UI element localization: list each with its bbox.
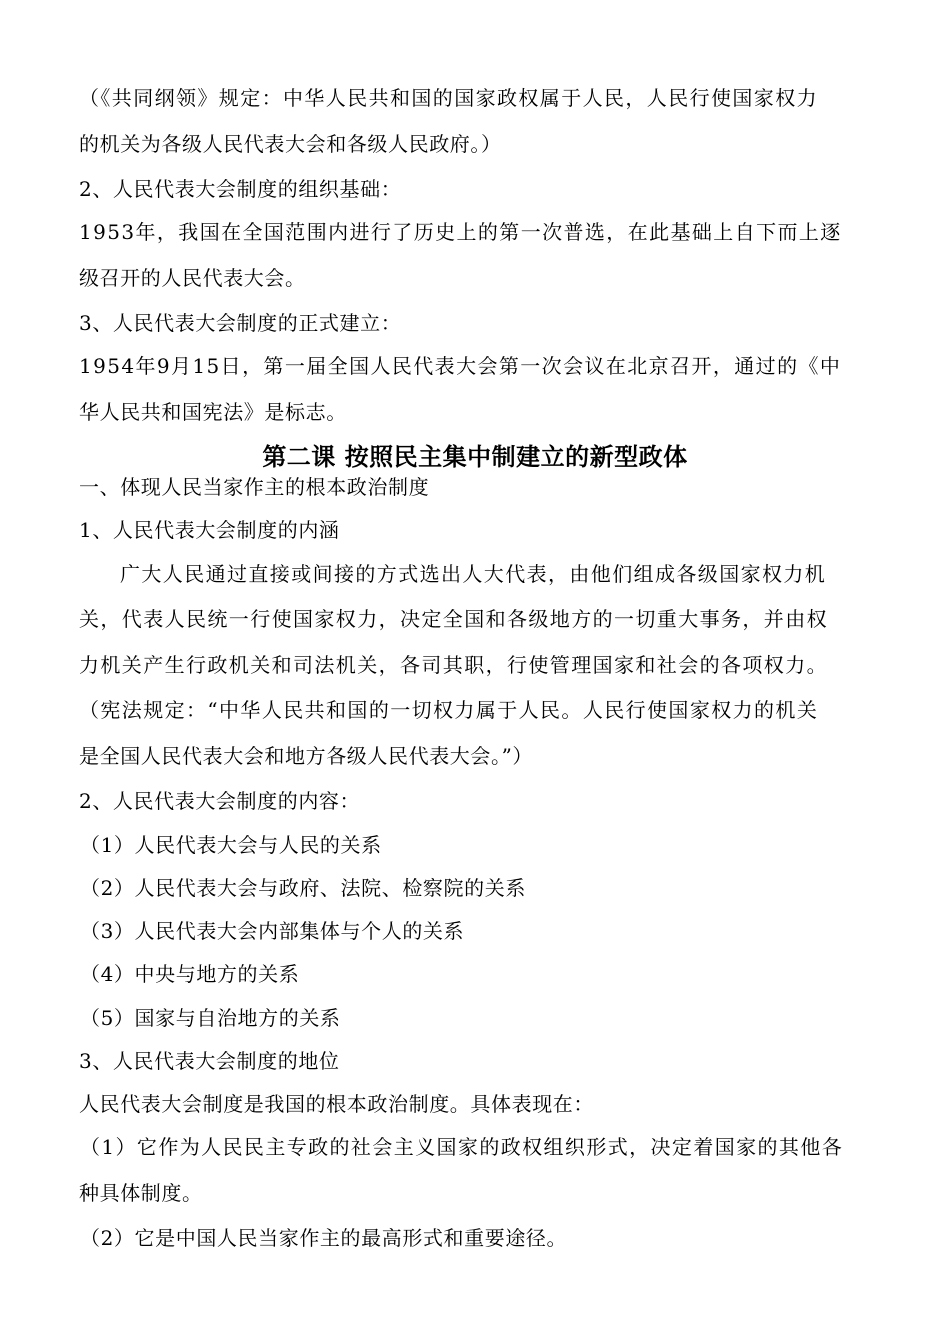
lesson-title: 第二课 按照民主集中制建立的新型政体 bbox=[262, 443, 688, 471]
paragraph-line: 种具体制度。 bbox=[79, 1181, 203, 1205]
paragraph-line: 广大人民通过直接或间接的方式选出人大代表，由他们组成各级国家权力机 bbox=[120, 562, 827, 586]
paragraph-line: 级召开的人民代表大会。 bbox=[79, 266, 306, 290]
section-heading: 一、体现人民当家作主的根本政治制度 bbox=[79, 475, 430, 499]
paragraph-line: 是全国人民代表大会和地方各级人民代表大会。”） bbox=[79, 744, 534, 768]
list-item: （2）它是中国人民当家作主的最高形式和重要途径。 bbox=[80, 1226, 568, 1250]
paragraph-line: （宪法规定：“中华人民共和国的一切权力属于人民。人民行使国家权力的机关 bbox=[79, 698, 819, 722]
paragraph-line: 的机关为各级人民代表大会和各级人民政府。） bbox=[79, 132, 502, 156]
subsection-heading: 3、人民代表大会制度的地位 bbox=[79, 1049, 340, 1073]
subsection-heading: 2、人民代表大会制度的内容： bbox=[79, 789, 361, 813]
subsection-heading: 1、人民代表大会制度的内涵 bbox=[79, 518, 340, 542]
list-item: （2）人民代表大会与政府、法院、检察院的关系 bbox=[80, 876, 526, 900]
paragraph-line: 1954年9月15日，第一届全国人民代表大会第一次会议在北京召开，通过的《中 bbox=[79, 354, 842, 378]
list-item: （1）它作为人民民主专政的社会主义国家的政权组织形式，决定着国家的其他各 bbox=[80, 1135, 844, 1159]
subsection-heading: 3、人民代表大会制度的正式建立： bbox=[79, 311, 402, 335]
list-item: （3）人民代表大会内部集体与个人的关系 bbox=[80, 919, 465, 943]
list-item: （5）国家与自治地方的关系 bbox=[80, 1006, 341, 1030]
subsection-heading: 2、人民代表大会制度的组织基础： bbox=[79, 177, 402, 201]
paragraph-line: 关，代表人民统一行使国家权力，决定全国和各级地方的一切重大事务，并由权 bbox=[79, 607, 828, 631]
paragraph-line: 1953年，我国在全国范围内进行了历史上的第一次普选，在此基础上自下而上逐 bbox=[79, 220, 842, 244]
list-item: （4）中央与地方的关系 bbox=[80, 962, 300, 986]
paragraph-line: 人民代表大会制度是我国的根本政治制度。具体表现在： bbox=[79, 1092, 594, 1116]
list-item: （1）人民代表大会与人民的关系 bbox=[80, 833, 382, 857]
paragraph-line: 华人民共和国宪法》是标志。 bbox=[79, 400, 347, 424]
paragraph-line: （《共同纲领》规定：中华人民共和国的国家政权属于人民，人民行使国家权力 bbox=[79, 86, 818, 110]
paragraph-line: 力机关产生行政机关和司法机关，各司其职，行使管理国家和社会的各项权力。 bbox=[79, 653, 828, 677]
